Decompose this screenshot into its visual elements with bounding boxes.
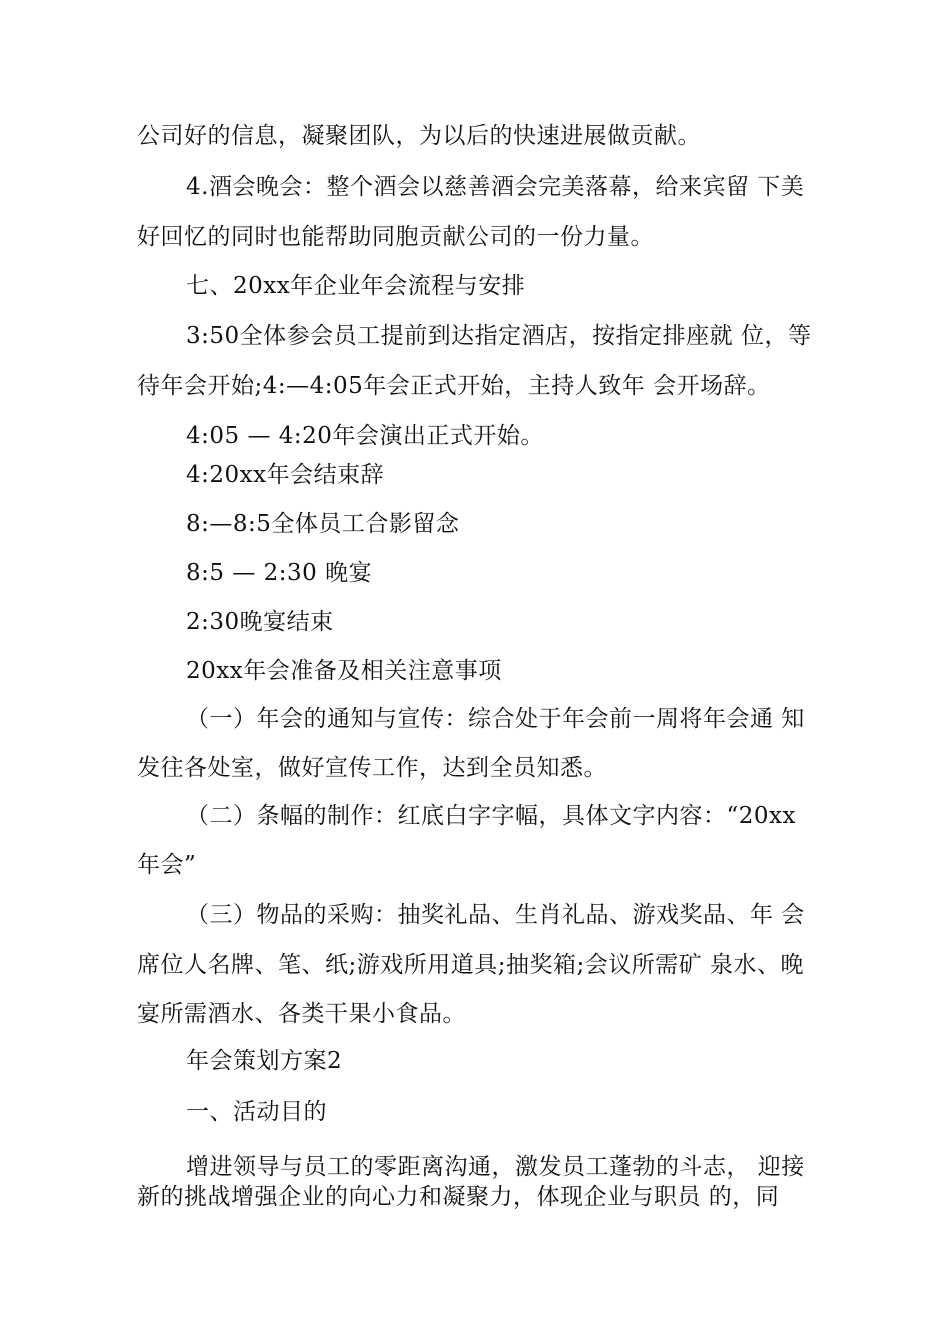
section-heading: 年会策划方案2 (186, 1048, 343, 1074)
section-heading: 20xx年会准备及相关注意事项 (186, 658, 502, 684)
text-line: 3:50全体参会员工提前到达指定酒店，按指定排座就 位，等 (186, 323, 812, 349)
text-line: 2:30晚宴结束 (186, 609, 334, 635)
text-line: 8:5 — 2:30 晚宴 (186, 560, 373, 586)
text-line: 席位人名牌、笔、纸;游戏所用道具;抽奖箱;会议所需矿 泉水、晚 (137, 952, 805, 978)
text-line: （二）条幅的制作：红底白字字幅，具体文字内容：“20xx (186, 803, 796, 829)
text-line: （一）年会的通知与宣传：综合处于年会前一周将年会通 知 (186, 706, 805, 732)
text-line: 4.酒会晚会：整个酒会以慈善酒会完美落幕，给来宾留 下美 (186, 174, 805, 200)
text-line: 4:20xx年会结束辞 (186, 462, 385, 488)
text-line: 好回忆的同时也能帮助同胞贡献公司的一份力量。 (137, 224, 654, 250)
text-line: 公司好的信息，凝聚团队，为以后的快速进展做贡献。 (137, 123, 701, 149)
text-line: 待年会开始;4:—4:05年会正式开始，主持人致年 会开场辞。 (137, 373, 771, 399)
text-line: 新的挑战增强企业的向心力和凝聚力，体现企业与职员 的，同 (137, 1184, 780, 1210)
section-heading: 七、20xx年企业年会流程与安排 (186, 273, 526, 299)
section-heading: 一、活动目的 (186, 1099, 327, 1125)
text-line: （三）物品的采购：抽奖礼品、生肖礼品、游戏奖品、年 会 (186, 902, 805, 928)
text-line: 发往各处室，做好宣传工作，达到全员知悉。 (137, 755, 607, 781)
text-line: 8:—8:5全体员工合影留念 (186, 511, 460, 537)
text-line: 增进领导与员工的零距离沟通，激发员工蓬勃的斗志， 迎接 (186, 1154, 805, 1180)
text-line: 4:05 — 4:20年会演出正式开始。 (186, 423, 544, 449)
text-line: 宴所需酒水、各类干果小食品。 (137, 1001, 466, 1027)
text-line: 年会” (137, 852, 197, 878)
